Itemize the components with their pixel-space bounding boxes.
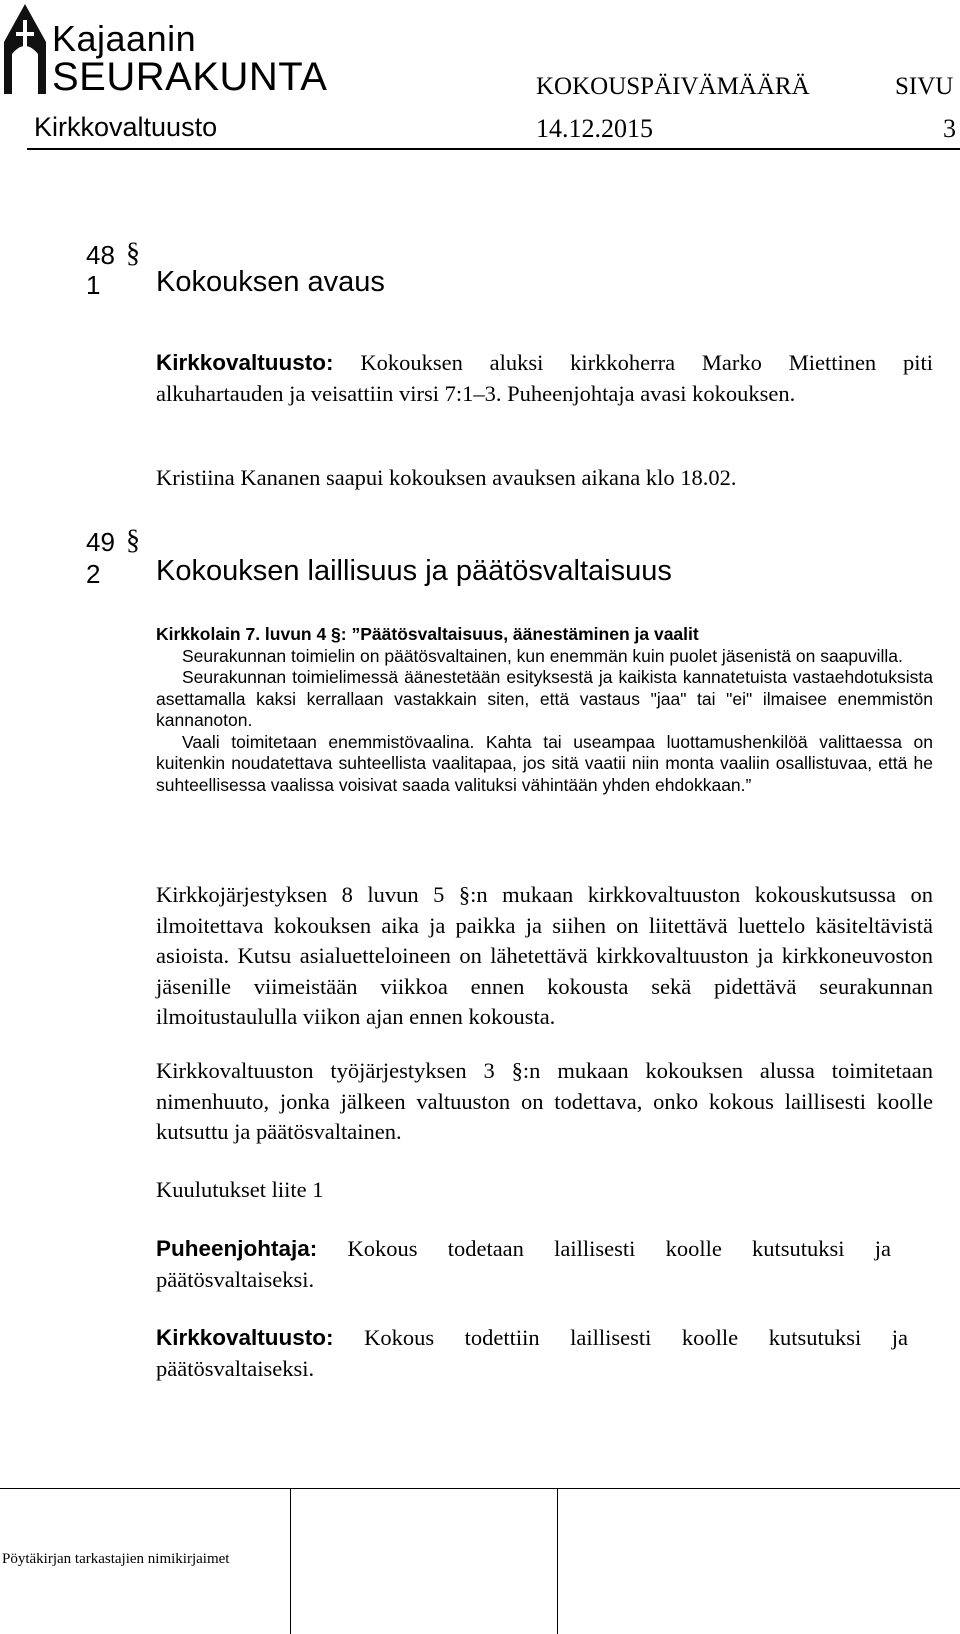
header-divider — [27, 148, 960, 150]
section-number: 48 — [86, 240, 115, 270]
attachment-reference: Kuulutukset liite 1 — [156, 1177, 324, 1202]
item-number: 1 — [86, 270, 101, 300]
law-quote-heading: Kirkkolain 7. luvun 4 §: ”Päätösvaltaisuus, äänestäminen ja vaalit — [156, 624, 699, 644]
logo-line-1: Kajaanin — [52, 18, 197, 59]
section-title: Kokouksen avaus — [156, 266, 385, 298]
speaker-label: Puheenjohtaja: — [156, 1236, 318, 1261]
section-title: Kokouksen laillisuus ja päätösvaltaisuus — [156, 555, 672, 587]
speaker-label: Kirkkovaltuusto: — [156, 350, 334, 375]
section-paragraph — [156, 348, 933, 409]
section-paragraph: Kirkkovaltuuston työjärjestyksen 3 §:n mukaan kokouksen alussa toimitetaan nimenhuuto, jonka jälkeen valtuuston on todettava, onko kokous laillisesti koolle kutsuttu ja päätösvaltainen. — [156, 1058, 933, 1144]
section-paragraph: Kristiina Kananen saapui kokouksen avauksen aikana klo 18.02. — [156, 465, 737, 490]
section-sign: § — [126, 238, 140, 269]
church-logo-icon — [2, 2, 48, 96]
law-quote-paragraph: Seurakunnan toimielimessä äänestetään esityksestä ja kaikista kannatetuista vastaehdotuksista asettamalla kaksi kerrallaan vastakkain siten, että vastaus "jaa" tai "ei" ilmaisee enemmistön kannanoton. — [156, 667, 933, 730]
signature-box-divider — [290, 1488, 291, 1634]
paragraph-text: Kokouksen aluksi kirkkoherra Marko Miettinen piti alkuhartauden ja veisattiin virsi 7:1–3. Puheenjohtaja avasi kokouksen. — [156, 350, 933, 406]
logo-line-2: SEURAKUNTA — [52, 55, 328, 99]
page-label: SIVU — [895, 73, 954, 100]
council-decision — [156, 1323, 908, 1384]
law-quote-paragraph: Vaali toimitetaan enemmistövaalina. Kahta tai useampaa luottamushenkilöä valittaessa on kuitenkin noudatettava suhteellista vaalitapaa, jos sitä vaatii niin monta vaaliin osallistuvaa, että he suhteellisessa vaalissa voisivat saada valituksi vähintään yhden ehdokkaan.” — [156, 731, 933, 795]
speaker-label: Kirkkovaltuusto: — [156, 1325, 334, 1350]
paragraph-text: Kokous todettiin laillisesti koolle kutsutuksi ja päätösvaltaiseksi. — [156, 1325, 908, 1381]
item-number: 2 — [86, 559, 101, 589]
meeting-date: 14.12.2015 — [536, 114, 653, 143]
footer-label: Pöytäkirjan tarkastajien nimikirjaimet — [2, 1551, 230, 1567]
meeting-date-label: KOKOUSPÄIVÄMÄÄRÄ — [536, 73, 810, 100]
paragraph-text: Kokous todetaan laillisesti koolle kutsutuksi ja päätösvaltaiseksi. — [156, 1236, 891, 1292]
signature-box-divider — [557, 1488, 558, 1634]
organ-name: Kirkkovaltuusto — [34, 112, 218, 142]
section-sign: § — [126, 525, 140, 556]
section-paragraph: Kirkkojärjestyksen 8 luvun 5 §:n mukaan kirkkovaltuuston kokouskutsussa on ilmoitettava kokouksen aika ja paikka ja siihen on liitettävä luettelo käsiteltävistä asioista. Kutsu asialuetteloineen on lähetettävä kirkkovaltuuston ja kirkkoneuvoston jäsenille viimeistään viikkoa ennen kokousta sekä pidettävä seurakunnan ilmoitustaululla viikon ajan ennen kokousta. — [156, 882, 933, 1029]
section-number: 49 — [86, 527, 115, 557]
law-quote-paragraph: Seurakunnan toimielin on päätösvaltainen, kun enemmän kuin puolet jäsenistä on saapuvilla. — [182, 645, 903, 666]
footer-divider — [0, 1488, 960, 1489]
chair-proposal — [156, 1234, 891, 1295]
law-quote — [156, 624, 933, 796]
page-number: 3 — [943, 114, 956, 143]
parish-logo — [0, 0, 340, 100]
